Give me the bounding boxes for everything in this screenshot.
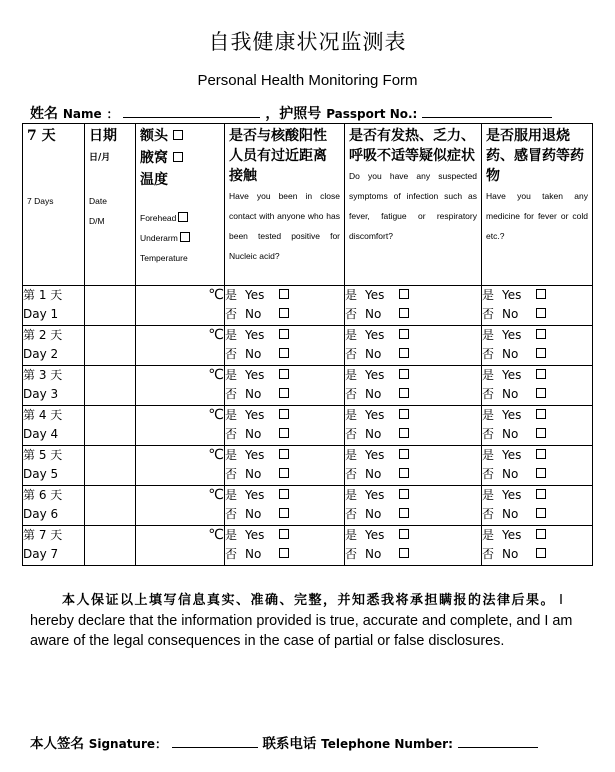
yes-checkbox[interactable] [399,289,409,299]
medicine-answer: 是 Yes 否 No [482,446,593,486]
date-cell[interactable] [85,486,136,526]
yes-checkbox[interactable] [536,529,546,539]
name-input-line[interactable] [123,105,260,118]
no-checkbox[interactable] [279,348,289,358]
table-row [23,406,593,446]
table-row [23,446,593,486]
contact-answer: 是 Yes 否 No [225,406,345,446]
header-medicine: 是否服用退烧药、感冒药等药物 Have you taken any medicine for fever or cold etc.? [482,124,593,286]
no-checkbox[interactable] [536,468,546,478]
telephone-label-en: Telephone Number: [321,737,453,751]
no-checkbox[interactable] [536,428,546,438]
date-cell[interactable] [85,326,136,366]
contact-answer: 是 Yes 否 No [225,366,345,406]
yes-checkbox[interactable] [399,409,409,419]
form-title-english: Personal Health Monitoring Form [197,72,418,89]
yes-checkbox[interactable] [279,289,289,299]
yes-checkbox[interactable] [536,409,546,419]
temperature-cell[interactable]: ℃ [136,286,225,326]
yes-checkbox[interactable] [536,289,546,299]
no-checkbox[interactable] [536,548,546,558]
declaration-english: I hereby declare that the information provided is true, accurate and complete, and I am aware of the legal consequences in the case of partial or false disclosures. [30,592,573,649]
no-checkbox[interactable] [536,348,546,358]
yes-checkbox[interactable] [399,529,409,539]
name-label-en: Name [62,107,102,121]
day-label: 第 4 天 Day 4 [23,406,85,446]
temperature-cell[interactable]: ℃ [136,406,225,446]
symptoms-answer: 是 Yes 否 No [345,486,482,526]
no-checkbox[interactable] [399,548,409,558]
yes-checkbox[interactable] [279,489,289,499]
table-row [23,526,593,566]
no-checkbox[interactable] [536,388,546,398]
underarm-checkbox[interactable] [180,232,190,242]
no-checkbox[interactable] [279,308,289,318]
day-label: 第 7 天 Day 7 [23,526,85,566]
contact-answer: 是 Yes 否 No [225,486,345,526]
day-label: 第 3 天 Day 3 [23,366,85,406]
no-checkbox[interactable] [399,388,409,398]
no-checkbox[interactable] [399,428,409,438]
medicine-answer: 是 Yes 否 No [482,326,593,366]
temperature-cell[interactable]: ℃ [136,446,225,486]
table-row [23,286,593,326]
table-row [23,366,593,406]
underarm-checkbox-cn[interactable] [173,152,183,162]
yes-checkbox[interactable] [399,489,409,499]
no-checkbox[interactable] [399,308,409,318]
telephone-label-cn: 联系电话 [262,736,317,752]
header-symptoms: 是否有发热、乏力、呼吸不适等疑似症状 Do you have any suspected symptoms of infection such as fever, fatigue or respiratory discomfort? [345,124,482,286]
temperature-cell[interactable]: ℃ [136,486,225,526]
telephone-input-line[interactable] [458,735,538,748]
day-label: 第 2 天 Day 2 [23,326,85,366]
date-cell[interactable] [85,406,136,446]
form-title-chinese: 自我健康状况监测表 [208,30,407,54]
symptoms-answer: 是 Yes 否 No [345,526,482,566]
yes-checkbox[interactable] [279,529,289,539]
header-days: 7 天 7 Days [23,124,85,286]
yes-checkbox[interactable] [536,329,546,339]
yes-checkbox[interactable] [399,329,409,339]
table-row [23,326,593,366]
signature-label-en: Signature： [88,737,168,751]
no-checkbox[interactable] [399,508,409,518]
yes-checkbox[interactable] [536,489,546,499]
contact-answer: 是 Yes 否 No [225,326,345,366]
medicine-answer: 是 Yes 否 No [482,406,593,446]
day-label: 第 6 天 Day 6 [23,486,85,526]
date-cell[interactable] [85,446,136,486]
symptoms-answer: 是 Yes 否 No [345,326,482,366]
yes-checkbox[interactable] [399,449,409,459]
forehead-checkbox[interactable] [178,212,188,222]
no-checkbox[interactable] [279,428,289,438]
date-cell[interactable] [85,526,136,566]
symptoms-answer: 是 Yes 否 No [345,446,482,486]
no-checkbox[interactable] [399,348,409,358]
declaration-chinese: 本人保证以上填写信息真实、准确、完整，并知悉我将承担瞒报的法律后果。 [62,593,556,608]
medicine-answer: 是 Yes 否 No [482,526,593,566]
no-checkbox[interactable] [279,468,289,478]
contact-answer: 是 Yes 否 No [225,286,345,326]
signature-input-line[interactable] [172,735,258,748]
temperature-cell[interactable]: ℃ [136,526,225,566]
signature-line [30,732,590,752]
medicine-answer: 是 Yes 否 No [482,366,593,406]
temperature-cell[interactable]: ℃ [136,366,225,406]
header-date: 日期 日/月 Date D/M [85,124,136,286]
contact-answer: 是 Yes 否 No [225,446,345,486]
name-colon: ： [106,107,119,121]
symptoms-answer: 是 Yes 否 No [345,366,482,406]
yes-checkbox[interactable] [279,329,289,339]
forehead-checkbox-cn[interactable] [173,130,183,140]
no-checkbox[interactable] [536,308,546,318]
date-cell[interactable] [85,286,136,326]
passport-label-en: Passport No.: [326,107,418,121]
declaration-paragraph [30,590,588,651]
yes-checkbox[interactable] [536,449,546,459]
symptoms-answer: 是 Yes 否 No [345,286,482,326]
no-checkbox[interactable] [279,388,289,398]
yes-checkbox[interactable] [536,369,546,379]
yes-checkbox[interactable] [279,409,289,419]
day-label: 第 5 天 Day 5 [23,446,85,486]
contact-answer: 是 Yes 否 No [225,526,345,566]
name-passport-line [30,103,600,123]
no-checkbox[interactable] [536,508,546,518]
yes-checkbox[interactable] [279,449,289,459]
no-checkbox[interactable] [279,508,289,518]
day-label: 第 1 天 Day 1 [23,286,85,326]
medicine-answer: 是 Yes 否 No [482,486,593,526]
name-label-cn: 姓名 [30,106,58,122]
medicine-answer: 是 Yes 否 No [482,286,593,326]
header-close-contact: 是否与核酸阳性人员有过近距离接触 Have you been in close contact with anyone who has been tested positive for Nucleic acid? [225,124,345,286]
date-cell[interactable] [85,366,136,406]
no-checkbox[interactable] [399,468,409,478]
yes-checkbox[interactable] [279,369,289,379]
symptoms-answer: 是 Yes 否 No [345,406,482,446]
health-monitoring-table [22,123,593,566]
table-header-row [23,124,593,286]
yes-checkbox[interactable] [399,369,409,379]
temperature-cell[interactable]: ℃ [136,326,225,366]
table-row [23,486,593,526]
header-temperature: 额头 腋窝 温度 Forehead Underarm Temperature [136,124,225,286]
passport-input-line[interactable] [422,105,552,118]
signature-label-cn: 本人签名 [30,736,84,752]
passport-label-cn: ，护照号 [265,106,322,122]
no-checkbox[interactable] [279,548,289,558]
